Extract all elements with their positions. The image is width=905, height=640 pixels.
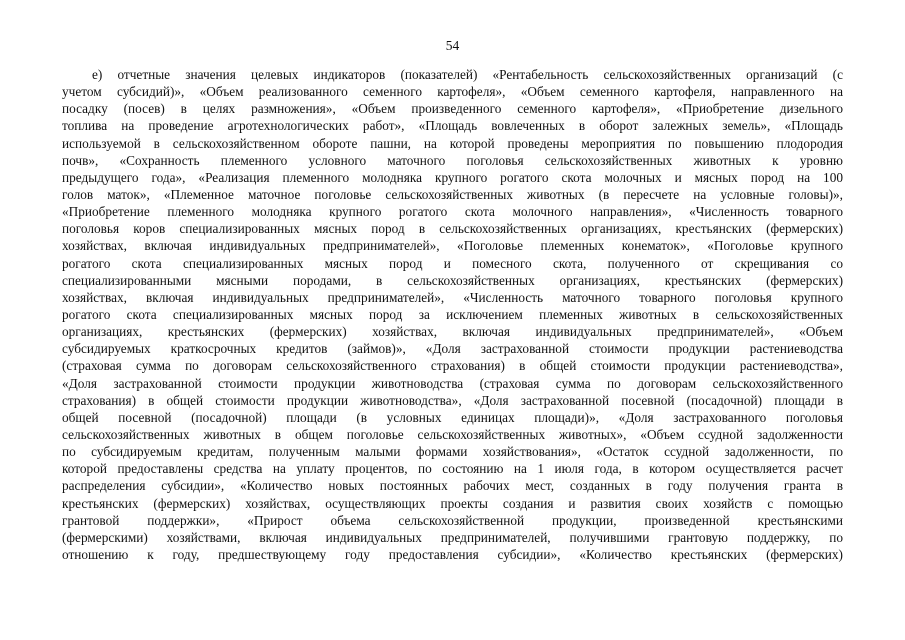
text-line: «Доля застрахованной стоимости продукции животноводства (страховая сумма по договорам сельскохозяйственного (62, 375, 843, 391)
text-line: учетом субсидий)», «Объем реализованного семенного картофеля», «Объем семенного картофеля, направленного на (62, 84, 843, 100)
text-line: которой предоставлены средства на уплату процентов, по состоянию на 1 июля года, в котором осуществляется расчет (62, 461, 843, 477)
text-line: почв», «Сохранность племенного условного маточного поголовья сельскохозяйственных животных к уровню (62, 152, 843, 168)
text-line: по субсидируемым кредитам, полученным малыми формами хозяйствования», «Остаток ссудной задолженности, по (62, 444, 843, 460)
text-line: грантовой поддержки», «Прирост объема сельскохозяйственной продукции, произведенной крестьянскими (62, 512, 843, 528)
text-line: общей посевной (посадочной) площади (в условных единицах площади)», «Доля застрахованного поголовья (62, 409, 843, 425)
text-line: используемой в сельскохозяйственном обороте пашни, на которой проведены мероприятия по повышению плодородия (62, 135, 843, 151)
text-line: е) отчетные значения целевых индикаторов (показателей) «Рентабельность сельскохозяйственных организаций (с (92, 67, 843, 82)
text-line: поголовья коров специализированных мясных пород в сельскохозяйственных организациях, крестьянских (фермерских) (62, 221, 843, 237)
text-line: хозяйствах, включая индивидуальных предпринимателей», «Численность маточного товарного поголовья крупного (62, 289, 843, 305)
text-line: хозяйствах, включая индивидуальных предпринимателей», «Поголовье племенных конематок», «Поголовье крупного (62, 238, 843, 254)
text-line: сельскохозяйственных животных в общем поголовье сельскохозяйственных животных», «Объем ссудной задолженности (62, 426, 843, 442)
text-line: распределения субсидии», «Количество новых постоянных рабочих мест, созданных в году получения гранта в (62, 478, 843, 494)
page-number: 54 (445, 38, 460, 53)
text-line: посадку (посев) в целях размножения», «Объем произведенного семенного картофеля», «Приобретение дизельного (62, 101, 843, 117)
text-line: крестьянских (фермерских) хозяйствах, осуществляющих проекты создания и развития своих хозяйств с помощью (62, 495, 843, 511)
text-line: рогатого скота специализированных мясных пород и помесного скота, полученного от скрещивания со (62, 255, 843, 271)
text-line: голов маток», «Племенное маточное поголовье сельскохозяйственных животных (в пересчете на условные головы)», (62, 186, 843, 202)
text-line: отношению к году, предшествующему году предоставления субсидии», «Количество крестьянских (фермерских) (62, 546, 843, 562)
paragraph (62, 66, 843, 563)
text-line: специализированными мясными породами, в сельскохозяйственных организациях, крестьянских (фермерских) (62, 272, 843, 288)
text-line: организациях, крестьянских (фермерских) хозяйствах, включая индивидуальных предпринимателей», «Объем (62, 324, 843, 340)
text-line: топлива на проведение агротехнологических работ», «Площадь вовлеченных в оборот залежных земель», «Площадь (62, 118, 843, 134)
text-line: (фермерскими) хозяйствами, включая индивидуальных предпринимателей, получившими грантовую поддержку, по (62, 529, 843, 545)
text-line: субсидируемых краткосрочных кредитов (займов)», «Доля застрахованной стоимости продукции растениеводства (62, 341, 843, 357)
text-line: «Приобретение племенного молодняка крупного рогатого скота молочного направления», «Численность товарного (62, 204, 843, 220)
text-line: страхования) в общей стоимости продукции животноводства», «Доля застрахованной посевной (посадочной) площади в (62, 392, 843, 408)
document-body (62, 66, 843, 563)
text-line: рогатого скота специализированных мясных пород за исключением племенных животных в сельскохозяйственных (62, 306, 843, 322)
text-line: (страховая сумма по договорам сельскохозяйственного страхования) в общей стоимости продукции растениеводства», (62, 358, 843, 374)
text-line: предыдущего года», «Реализация племенного молодняка крупного рогатого скота молочных и мясных пород на 100 (62, 169, 843, 185)
